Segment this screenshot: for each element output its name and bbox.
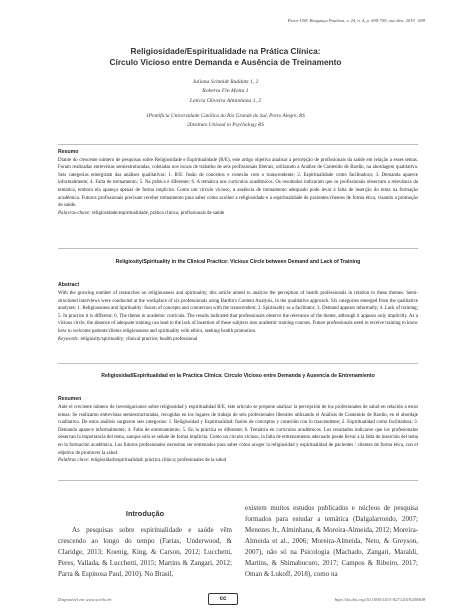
intro-left-text: As pesquisas sobre espiritualidade e saúde vêm crescendo ao longo do tempo (Farias, Underwood, & Claridge, 2013; Koenig, King, & Carson, 2012; Lucchetti, Peres, Vallada, & Lucchetti, 2015; Martins & Zangari, 2012; Parra & Espinosa Paul, 2010). No Brasil,	[58, 526, 232, 578]
abstract-keywords-label: Keywords:	[58, 336, 80, 342]
abstract-section	[58, 254, 418, 343]
section-divider	[58, 144, 418, 145]
author-list	[0, 78, 451, 106]
intro-right-column	[245, 503, 418, 580]
section-divider	[58, 248, 418, 249]
affiliation-list	[0, 112, 451, 129]
resumo-section	[58, 149, 418, 217]
doi-link[interactable]: http://dx.doi.org/10.1590/1413-82712019240408	[334, 597, 425, 602]
section-divider	[58, 363, 418, 364]
journal-header	[288, 18, 425, 23]
resumen-heading: Resumen	[58, 396, 82, 403]
resumen-title: Religiosidad/Espiritualidad en la Practica Clínica: Círculo Vicioso entre Demanda y Ausencia de Entrenamiento	[101, 373, 375, 380]
abstract-title: Religiosity/Spirituality in the Clinical Practice: Vicious Circle between Demand and Lack of Training	[115, 259, 361, 266]
abstract-keywords	[58, 336, 418, 344]
affiliation: 1Pontifícia Universidade Católica do Rio Grande do Sul, Porto Alegre, RS	[146, 113, 305, 119]
resumen-section	[58, 368, 418, 465]
intro-left-column	[58, 500, 232, 580]
author-name: Juliana Schmidt Raddatz 1, 2	[192, 79, 259, 85]
journal-info: Psico-USF, Bragança Paulista, v. 24, n. 4, p. 699-709, out./dez. 2019	[287, 18, 415, 23]
resumo-body: Diante do crescente número de pesquisas sobre Religiosidade e Espiritualidade (R/E), este artigo objetiva analisar a percepção de profissionais da saúde em relação a esses temas. Foram realizadas entrevistas semiestruturadas, coletadas nos locais de trabalho de seis profissionais liberais, utilizando a Análise de Conteúdo de Bardin, na abordagem qualitativa. Seis categorias emergiram das análises qualitativas: 1. R/E: fusão de conceitos e conexão com o transcendente; 2. Espiritualidade como facilitadora; 3. Demanda aparece informalmente; 4. Falta de treinamento; 5. Na prática é diferente; 6. A temática nos currículos acadêmicos. Os resultados indicaram que os profissionais observam a relevância da temática, embora ela apareça apenas de forma implícita. Como um círculo vicioso, a ausência de treinamento adequado pode levar à falta de inserção do tema na formação acadêmica. Futuros profissionais precisam receber treinamento para saber como acolher a religiosidade e a espiritualidade de pacientes/clientes de forma ética, visando a promoção de saúde.	[58, 157, 418, 209]
creative-commons-icon: cc	[208, 593, 238, 605]
article-title	[0, 46, 451, 67]
resumen-keywords-label: Palabras clave:	[58, 458, 90, 464]
page-number: 699	[418, 18, 425, 23]
title-line-1: Religiosidade/Espiritualidade na Prática Clínica:	[130, 46, 321, 56]
abstract-body: With the growing number of researches on religiousness and spirituality, this article aimed to analyze the perception of health professionals in relation to these themes. Semi-structured interviews were conducted at the workplace of six professionals using Bardin's Content Analysis, in the qualitative approach. Six categories emerged from the qualitative analyses: 1. Religiousness and Spirituality: fusion of concepts and connection with the transcendent; 2. Spirituality as a facilitator; 3. Demand appears informally; 4. Lack of training; 5. In practice it is different; 6. The theme in academic curricula. The results indicated that professionals observe the relevance of the theme, although it appears only implicitly. As a vicious circle, the absence of adequate training can lead to the lack of insertion of these subjects into academic training courses. Future professionals need to receive training to know how to welcome patients/clients religiousness and spirituality with ethics, seeking health promotion.	[58, 290, 418, 334]
section-divider	[58, 480, 418, 481]
footer-availability: Disponível em www.scielo.br	[58, 597, 112, 602]
resumo-keywords-label: Palavras-chave:	[58, 210, 91, 216]
resumen-keywords	[58, 457, 418, 465]
title-line-2: Círculo Vicioso entre Demanda e Ausência de Treinamento	[109, 56, 342, 67]
affiliation: 2Instituto Unisoul in Psychology RS	[187, 121, 264, 128]
abstract-heading: Abstract	[58, 282, 80, 289]
resumen-keywords-text: religiosidad/espiritualidad; práctica clínica; profesionales de la salud	[90, 458, 227, 464]
resumo-heading: Resumo	[58, 149, 79, 155]
intro-heading: Introdução	[125, 509, 165, 518]
author-name: Letícia Oliveira Alminhana 1, 2	[189, 97, 262, 104]
resumo-keywords-text: religiosidade/espiritualidade, prática clínica, profissionais de saúde	[91, 210, 225, 216]
intro-right-text: existem muitos estudos publicados e núcleos de pesquisa formados para estudar a temática (Dalgalarrondo, 2007; Menezes Jr., Alminhana, & Moreira-Almeida, 2012; Moreira-Almeida et al., 2006; Moreira-Almeida, Neto, & Greyson, 2007), não só na Psicologia (Machado, Zangari, Maraldi, Martins, & Shimabucuro, 2017; Campos & Ribeiro, 2017; Oman & Lukoff, 2018), como na	[245, 504, 419, 578]
abstract-keywords-text: religiosity/spirituality; clinical practice; health professional	[80, 336, 198, 342]
resumo-keywords	[58, 210, 418, 218]
resumen-body: Ante el creciente número de investigaciones sobre religiosidad y espiritualidad R/E, este artículo se propone analizar la percepción de los profesionales de salud en relación a estos temas. Se realizaron entrevistas semiestructuradas, recogidas en los lugares de trabajo de seis profesionales liberales utilizando el Análisis de Contenido de Bardin, en el abordaje cualitativo. De estos análisis surgieron seis categorías: 1. Religiosidad y Espiritualidad: fusión de conceptos y conexión con lo trascendente; 2. Espiritualidad como facilitadora; 3. Demanda aparece informalmente; 4. Falta de entrenamiento; 5. En la práctica es diferente; 6. Temática en currículos académicos. Los resultados indicaron que los profesionales observan la importancia del tema, aunque sólo se señale de forma implícita. Como un círculo vicioso, la falta de entrenamiento adecuado puede llevar a la falta de inserción del tema en la formación académica. Los futuros profesionales necesitan ser entrenados para saber cómo acoger la religiosidad y espiritualidad de pacientes / clientes de forma ética, con el objetivo de promover la salud.	[58, 404, 418, 456]
author-name: Roberta Fin Motta 1	[202, 88, 249, 95]
